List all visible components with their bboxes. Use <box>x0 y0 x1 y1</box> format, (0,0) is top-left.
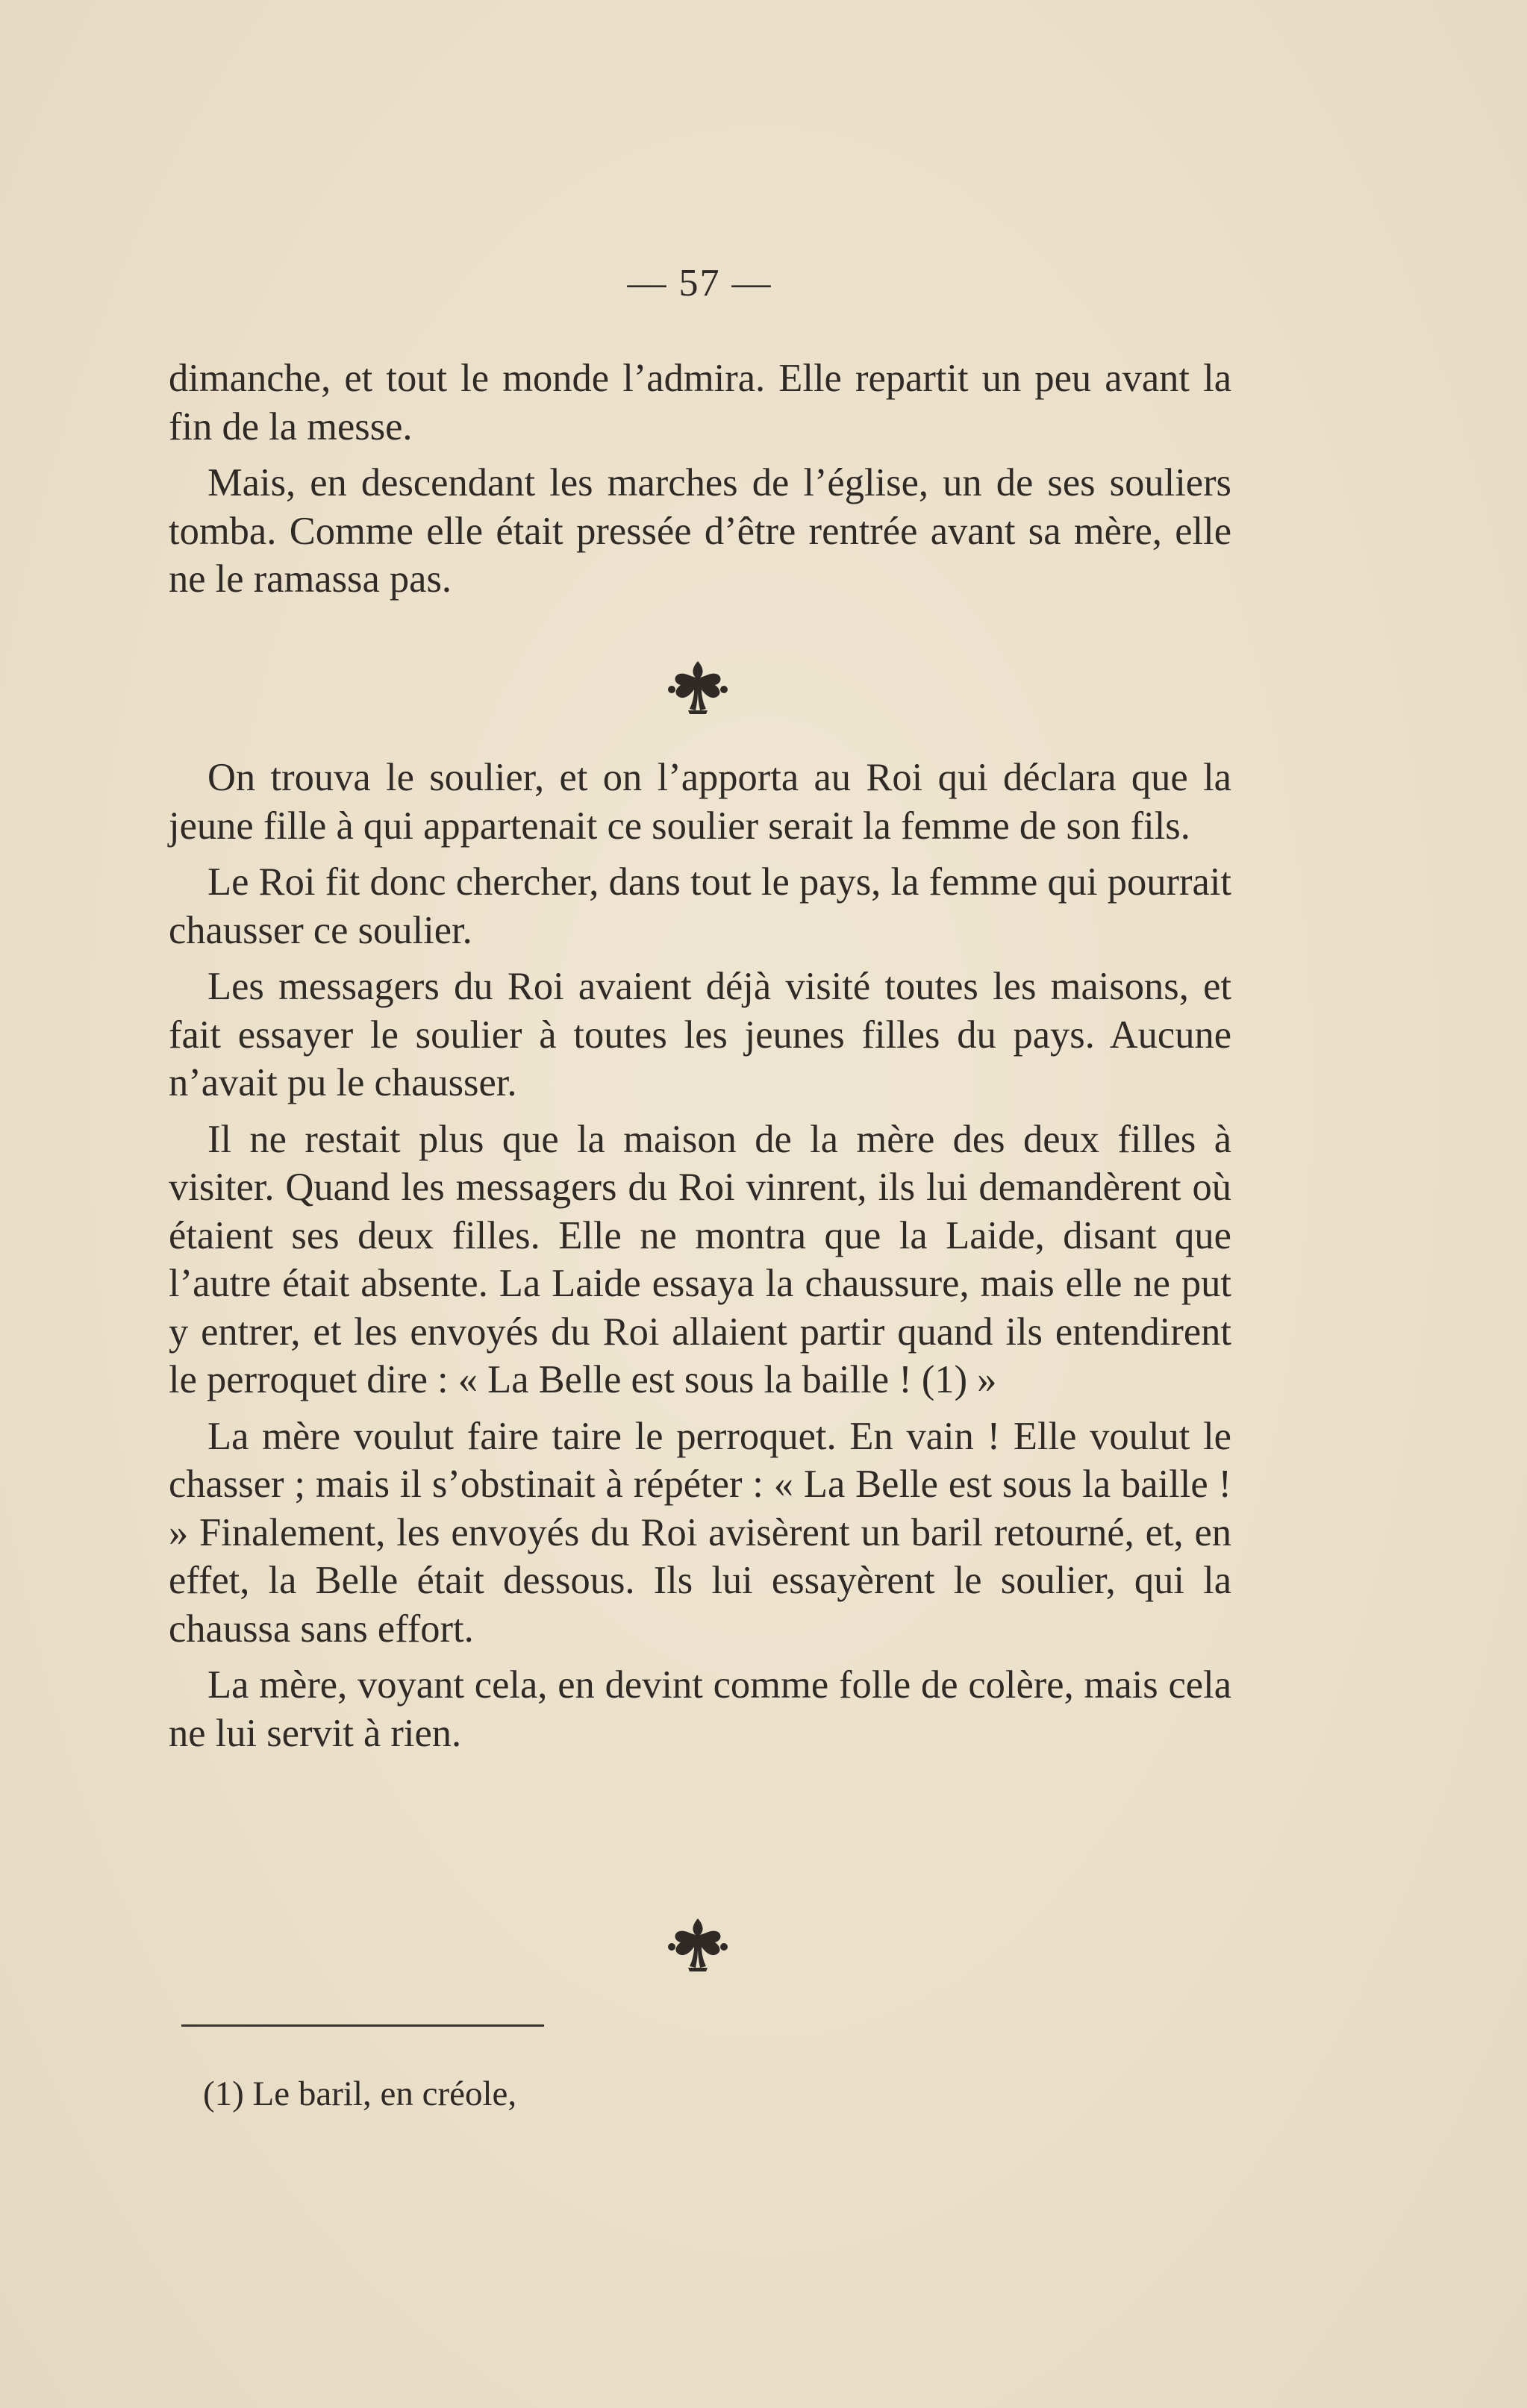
text-block-top <box>169 354 1231 612</box>
paragraph: dimanche, et tout le monde l’admira. Elle repartit un peu avant la fin de la messe. <box>169 357 1231 448</box>
paragraph: La mère, voyant cela, en devint comme folle de colère, mais cela ne lui servit à rien. <box>169 1663 1231 1755</box>
paragraph: Le Roi fit donc chercher, dans tout le pays, la femme qui pourrait chausser ce soulier. <box>169 860 1231 952</box>
paragraph: La mère voulut faire taire le perroquet. En vain ! Elle voulut le chasser ; mais il s’obstinait à répéter : « La Belle est sous la baille ! » Finalement, les envoyés du Roi avisèrent un baril retourné, et, en effet, la Belle était dessous. Ils lui essayèrent le soulier, qui la chaussa sans effort. <box>169 1414 1231 1651</box>
paragraph: Les messagers du Roi avaient déjà visité toutes les maisons, et fait essayer le soulier à toutes les jeunes filles du pays. Aucune n’avait pu le chausser. <box>169 965 1231 1104</box>
footnote: (1) Le baril, en créole, <box>203 2074 517 2113</box>
page-number: — 57 — <box>627 262 772 304</box>
fleuron-icon <box>657 657 739 716</box>
paragraph: Il ne restait plus que la maison de la mère des deux filles à visiter. Quand les messagers du Roi vinrent, ils lui demandèrent où étaient ses deux filles. Elle ne montra que la Laide, disant que l’autre était absente. La Laide essaya la chaussure, mais elle ne put y entrer, et les envoyés du Roi allaient partir quand ils entendirent le perroquet dire : « La Belle est sous la baille ! (1) » <box>169 1117 1231 1401</box>
paragraph: Mais, en descendant les marches de l’église, un de ses souliers tomba. Comme elle était pressée d’être rentrée avant sa mère, elle ne le ramassa pas. <box>169 461 1231 601</box>
footnote-divider <box>181 2024 544 2027</box>
text-block-main <box>169 754 1231 1766</box>
fleuron-icon <box>657 1914 739 1974</box>
paragraph: On trouva le soulier, et on l’apporta au Roi qui déclara que la jeune fille à qui appartenait ce soulier serait la femme de son fils. <box>169 756 1231 848</box>
